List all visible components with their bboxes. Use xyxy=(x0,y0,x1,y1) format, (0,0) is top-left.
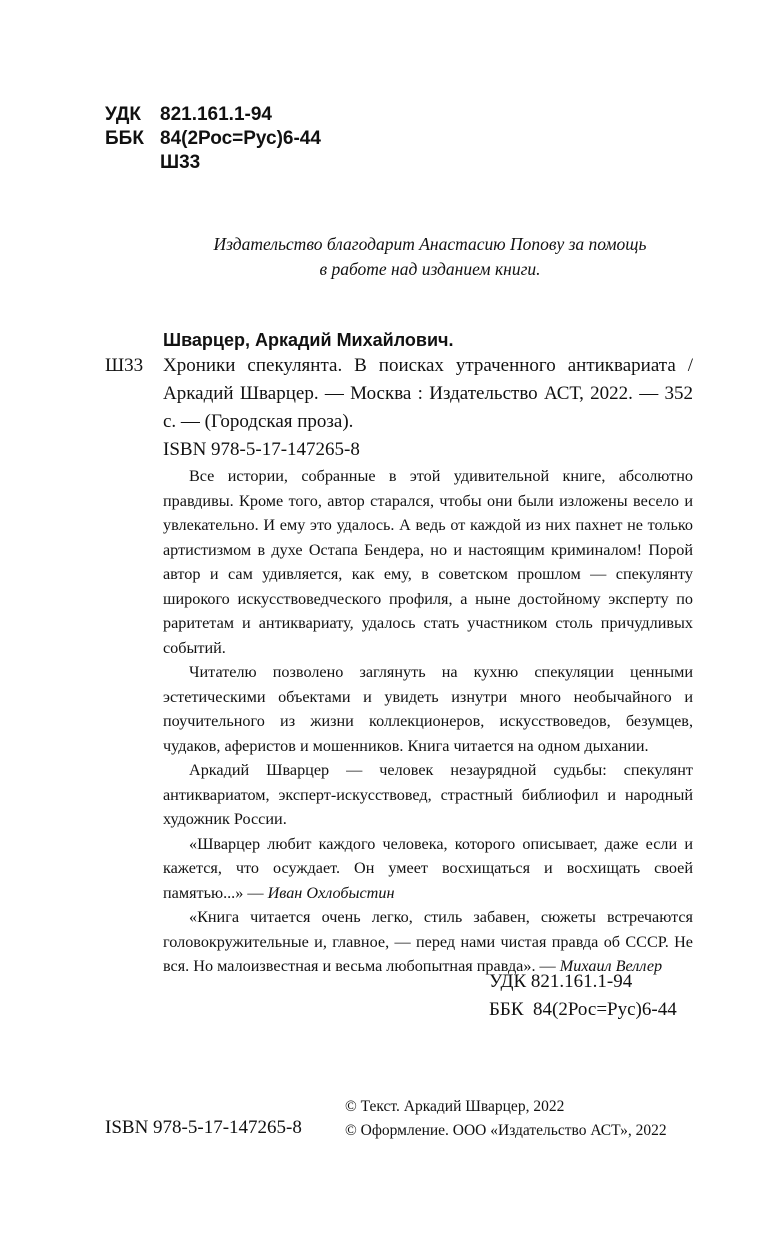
author-mark: Ш33 xyxy=(105,355,144,376)
bbk-code: 84(2Рос=Рус)6-44 xyxy=(160,128,321,149)
copyright-design: © Оформление. ООО «Издательство АСТ», 2022 xyxy=(345,1122,667,1139)
bottom-bbk: ББК 84(2Рос=Рус)6-44 xyxy=(489,999,677,1020)
acknowledgement-line-1: Издательство благодарит Анастасию Попову за помощь xyxy=(213,234,647,254)
annotation-paragraph-2: Читателю позволено заглянуть на кухню спекуляции ценными эстетическими объектами и увидеть изнутри много необычайного и поучительного из жизни коллекционеров, искусствоведов, безумцев, чудаков, аферистов и мошенников. Книга читается на одном дыхании. xyxy=(163,663,693,755)
udk-line xyxy=(105,103,321,127)
bottom-udk: УДК 821.161.1-94 xyxy=(489,971,633,992)
quote-2-author: Михаил Веллер xyxy=(559,957,663,975)
quote-1-author: Иван Охлобыстин xyxy=(267,883,395,902)
quote-1-text: «Шварцер любит каждого человека, которого описывает, даже если и кажется, что осуждает. Он умеет восхищаться и восхищать своей памятью...» — xyxy=(163,834,693,902)
author-mark-code: Ш33 xyxy=(160,152,201,173)
author-heading: Шварцер, Аркадий Михайлович. xyxy=(163,330,454,350)
bibliographic-isbn: ISBN 978-5-17-147265-8 xyxy=(163,439,360,460)
quote-2-text: «Книга читается очень легко, стиль забавен, сюжеты встречаются головокружительные и, главное, — перед нами чистая правда об СССР. Не вся. Но малоизвестная и весьма любопытная правда». — xyxy=(163,908,693,975)
copyright-block xyxy=(345,1095,667,1143)
footer-isbn: ISBN 978-5-17-147265-8 xyxy=(105,1117,302,1138)
acknowledgement xyxy=(150,232,710,282)
annotation xyxy=(163,464,693,979)
annotation-paragraph-3: Аркадий Шварцер — человек незаурядной судьбы: спекулянт антиквариатом, эксперт-искусствовед, страстный библиофил и народный художник России. xyxy=(163,761,693,828)
author-mark-line xyxy=(105,151,321,175)
annotation-quote-1 xyxy=(163,832,693,906)
classification-block xyxy=(105,103,321,175)
copyright-text: © Текст. Аркадий Шварцер, 2022 xyxy=(345,1098,565,1115)
bbk-line xyxy=(105,127,321,151)
udk-label: УДК xyxy=(105,104,141,125)
bottom-classification xyxy=(489,968,677,1024)
acknowledgement-line-2: в работе над изданием книги. xyxy=(319,259,541,279)
bibliographic-description: Хроники спекулянта. В поисках утраченного антиквариата / Аркадий Шварцер. — Москва : Издательство АСТ, 2022. — 352 с. — (Городская проза). xyxy=(163,355,693,432)
annotation-paragraph-1: Все истории, собранные в этой удивительной книге, абсолютно правдивы. Кроме того, автор старался, чтобы они были изложены весело и увлекательно. И ему это удалось. А ведь от каждой из них пахнет не только артистизмом в духе Остапа Бендера, но и настоящим криминалом! Порой автор и сам удивляется, как ему, в советском прошлом — спекулянту широкого искусствоведческого профиля, а ныне достойному эксперту по раритетам и антиквариату, удалось стать участником столь причудливых событий. xyxy=(163,467,693,657)
udk-code: 821.161.1-94 xyxy=(160,104,272,125)
bbk-label: ББК xyxy=(105,128,144,149)
